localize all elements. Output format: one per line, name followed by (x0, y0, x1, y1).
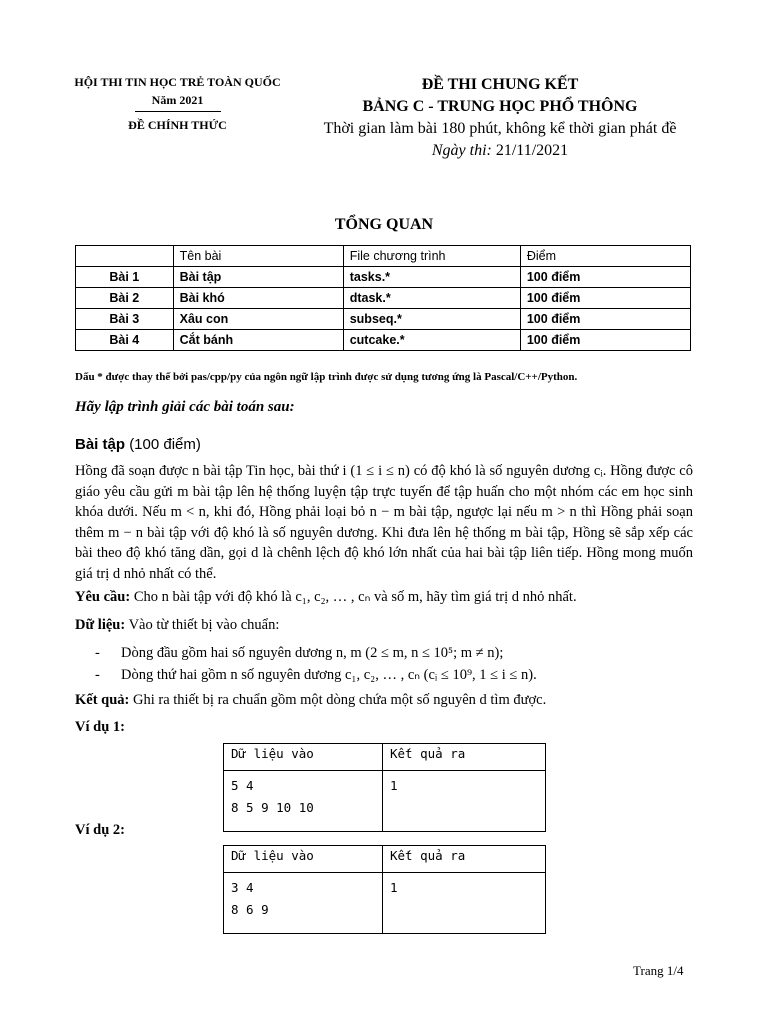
table-row (224, 873, 546, 934)
page-number: Trang 1/4 (633, 963, 684, 978)
problem-title: Bài tập (75, 436, 126, 453)
overview-title: TỔNG QUAN (334, 216, 434, 233)
input-header: Dữ liệu vào (224, 846, 383, 873)
output-header: Kết quả ra (383, 744, 546, 771)
date-value: 21/11/2021 (495, 142, 569, 159)
table-cell: Bài 3 (76, 309, 174, 330)
output-label: Kết quả: (75, 692, 130, 708)
time-limit: Thời gian làm bài 180 phút, không kể thời gian phát đề (323, 120, 677, 137)
requirement-label: Yêu cầu: (75, 589, 131, 605)
table-row (76, 309, 691, 330)
table-header-cell (76, 246, 174, 267)
table-cell: subseq.* (343, 309, 520, 330)
table-cell: Xâu con (173, 309, 343, 330)
contest-year: Năm 2021 (151, 93, 204, 107)
header-divider (135, 111, 221, 112)
table-header-row (224, 846, 546, 873)
table-header-row (76, 246, 691, 267)
table-cell: 100 điểm (520, 267, 690, 288)
output-text: Ghi ra thiết bị ra chuẩn gồm một dòng chứa một số nguyên d tìm được. (133, 692, 547, 708)
table-cell: Bài 2 (76, 288, 174, 309)
input-format-list (95, 642, 537, 686)
table-cell: Bài tập (173, 267, 343, 288)
input-line: 5 4 (231, 778, 254, 793)
input-line (75, 617, 279, 634)
example-2-label: Ví dụ 2: (75, 822, 125, 838)
table-header-row (224, 744, 546, 771)
dash-bullet: - (95, 667, 100, 683)
table-header-cell: Tên bài (173, 246, 343, 267)
input-cell (224, 873, 383, 934)
input-header: Dữ liệu vào (224, 744, 383, 771)
table-header-cell: File chương trình (343, 246, 520, 267)
exam-division: BẢNG C - TRUNG HỌC PHỔ THÔNG (362, 98, 638, 115)
table-row (224, 771, 546, 832)
table-cell: Bài khó (173, 288, 343, 309)
table-cell: Bài 1 (76, 267, 174, 288)
output-cell: 1 (383, 771, 546, 832)
language-note: Dấu * được thay thế bởi pas/cpp/py của ngôn ngữ lập trình được sử dụng tương ứng là Pascal/C++/Python. (75, 371, 578, 383)
input-format-line: Dòng thứ hai gồm n số nguyên dương c₁, c₂, … , cₙ (cᵢ ≤ 10⁹, 1 ≤ i ≤ n). (121, 667, 537, 683)
input-format-line: Dòng đầu gồm hai số nguyên dương n, m (2 ≤ m, n ≤ 10⁵; m ≠ n); (121, 645, 504, 661)
table-row (76, 330, 691, 351)
input-line: 8 5 9 10 10 (231, 800, 314, 815)
problem-statement (75, 461, 693, 584)
requirement-text: Cho n bài tập với độ khó là c₁, c₂, … , cₙ và số m, hãy tìm giá trị d nhỏ nhất. (133, 589, 577, 605)
table-cell: 100 điểm (520, 309, 690, 330)
problem-points: (100 điểm) (129, 436, 201, 453)
table-cell: 100 điểm (520, 330, 690, 351)
table-row (76, 267, 691, 288)
requirement-line (75, 589, 693, 606)
table-header-cell: Điểm (520, 246, 690, 267)
example-2-table (223, 845, 546, 934)
input-line: 3 4 (231, 880, 254, 895)
input-line: 8 6 9 (231, 902, 269, 917)
exam-date (300, 140, 700, 162)
list-item (95, 664, 537, 686)
overview-table (75, 245, 691, 351)
table-cell: Cắt bánh (173, 330, 343, 351)
output-cell: 1 (383, 873, 546, 934)
exam-title: ĐỀ THI CHUNG KẾT (421, 76, 579, 93)
output-line (75, 692, 546, 709)
input-cell (224, 771, 383, 832)
input-label: Dữ liệu: (75, 617, 126, 633)
dash-bullet: - (95, 645, 100, 661)
table-row (76, 288, 691, 309)
table-cell: tasks.* (343, 267, 520, 288)
table-cell: dtask.* (343, 288, 520, 309)
table-cell: cutcake.* (343, 330, 520, 351)
input-text: Vào từ thiết bị vào chuẩn: (128, 617, 280, 633)
table-cell: Bài 4 (76, 330, 174, 351)
problem-heading (75, 436, 201, 453)
example-1-label: Ví dụ 1: (75, 719, 125, 735)
example-1-table (223, 743, 546, 832)
date-label: Ngày thi: (431, 142, 492, 159)
organizer-name: HỘI THI TIN HỌC TRẺ TOÀN QUỐC (74, 75, 281, 89)
official-label: ĐỀ CHÍNH THỨC (128, 118, 227, 132)
table-cell: 100 điểm (520, 288, 690, 309)
statement-text: Hồng đã soạn được n bài tập Tin học, bài thứ i (1 ≤ i ≤ n) có độ khó là số nguyên dương cᵢ. Hồng được cô giáo yêu cầu gửi m bài tập lên hệ thống luyện tập trực tuyến để tập huấn cho một nhóm các em học sinh khóa dưới. Nếu m < n, khi đó, Hồng phải loại bỏ n − m bài tập, ngược lại nếu m > n thì Hồng phải soạn thêm m − n bài tập với độ khó là số nguyên dương. Khi đưa lên hệ thống m bài tập, Hồng sẽ sắp xếp các bài theo độ khó tăng dần, gọi d là chênh lệch độ khó lớn nhất của hai bài tập liên tiếp. Hồng mong muốn giá trị d nhỏ nhất có thể. (75, 463, 693, 582)
output-header: Kết quả ra (383, 846, 546, 873)
organizer-block (60, 73, 295, 134)
list-item (95, 642, 537, 664)
exam-info-block (300, 74, 700, 162)
instruction-line: Hãy lập trình giải các bài toán sau: (75, 399, 295, 415)
